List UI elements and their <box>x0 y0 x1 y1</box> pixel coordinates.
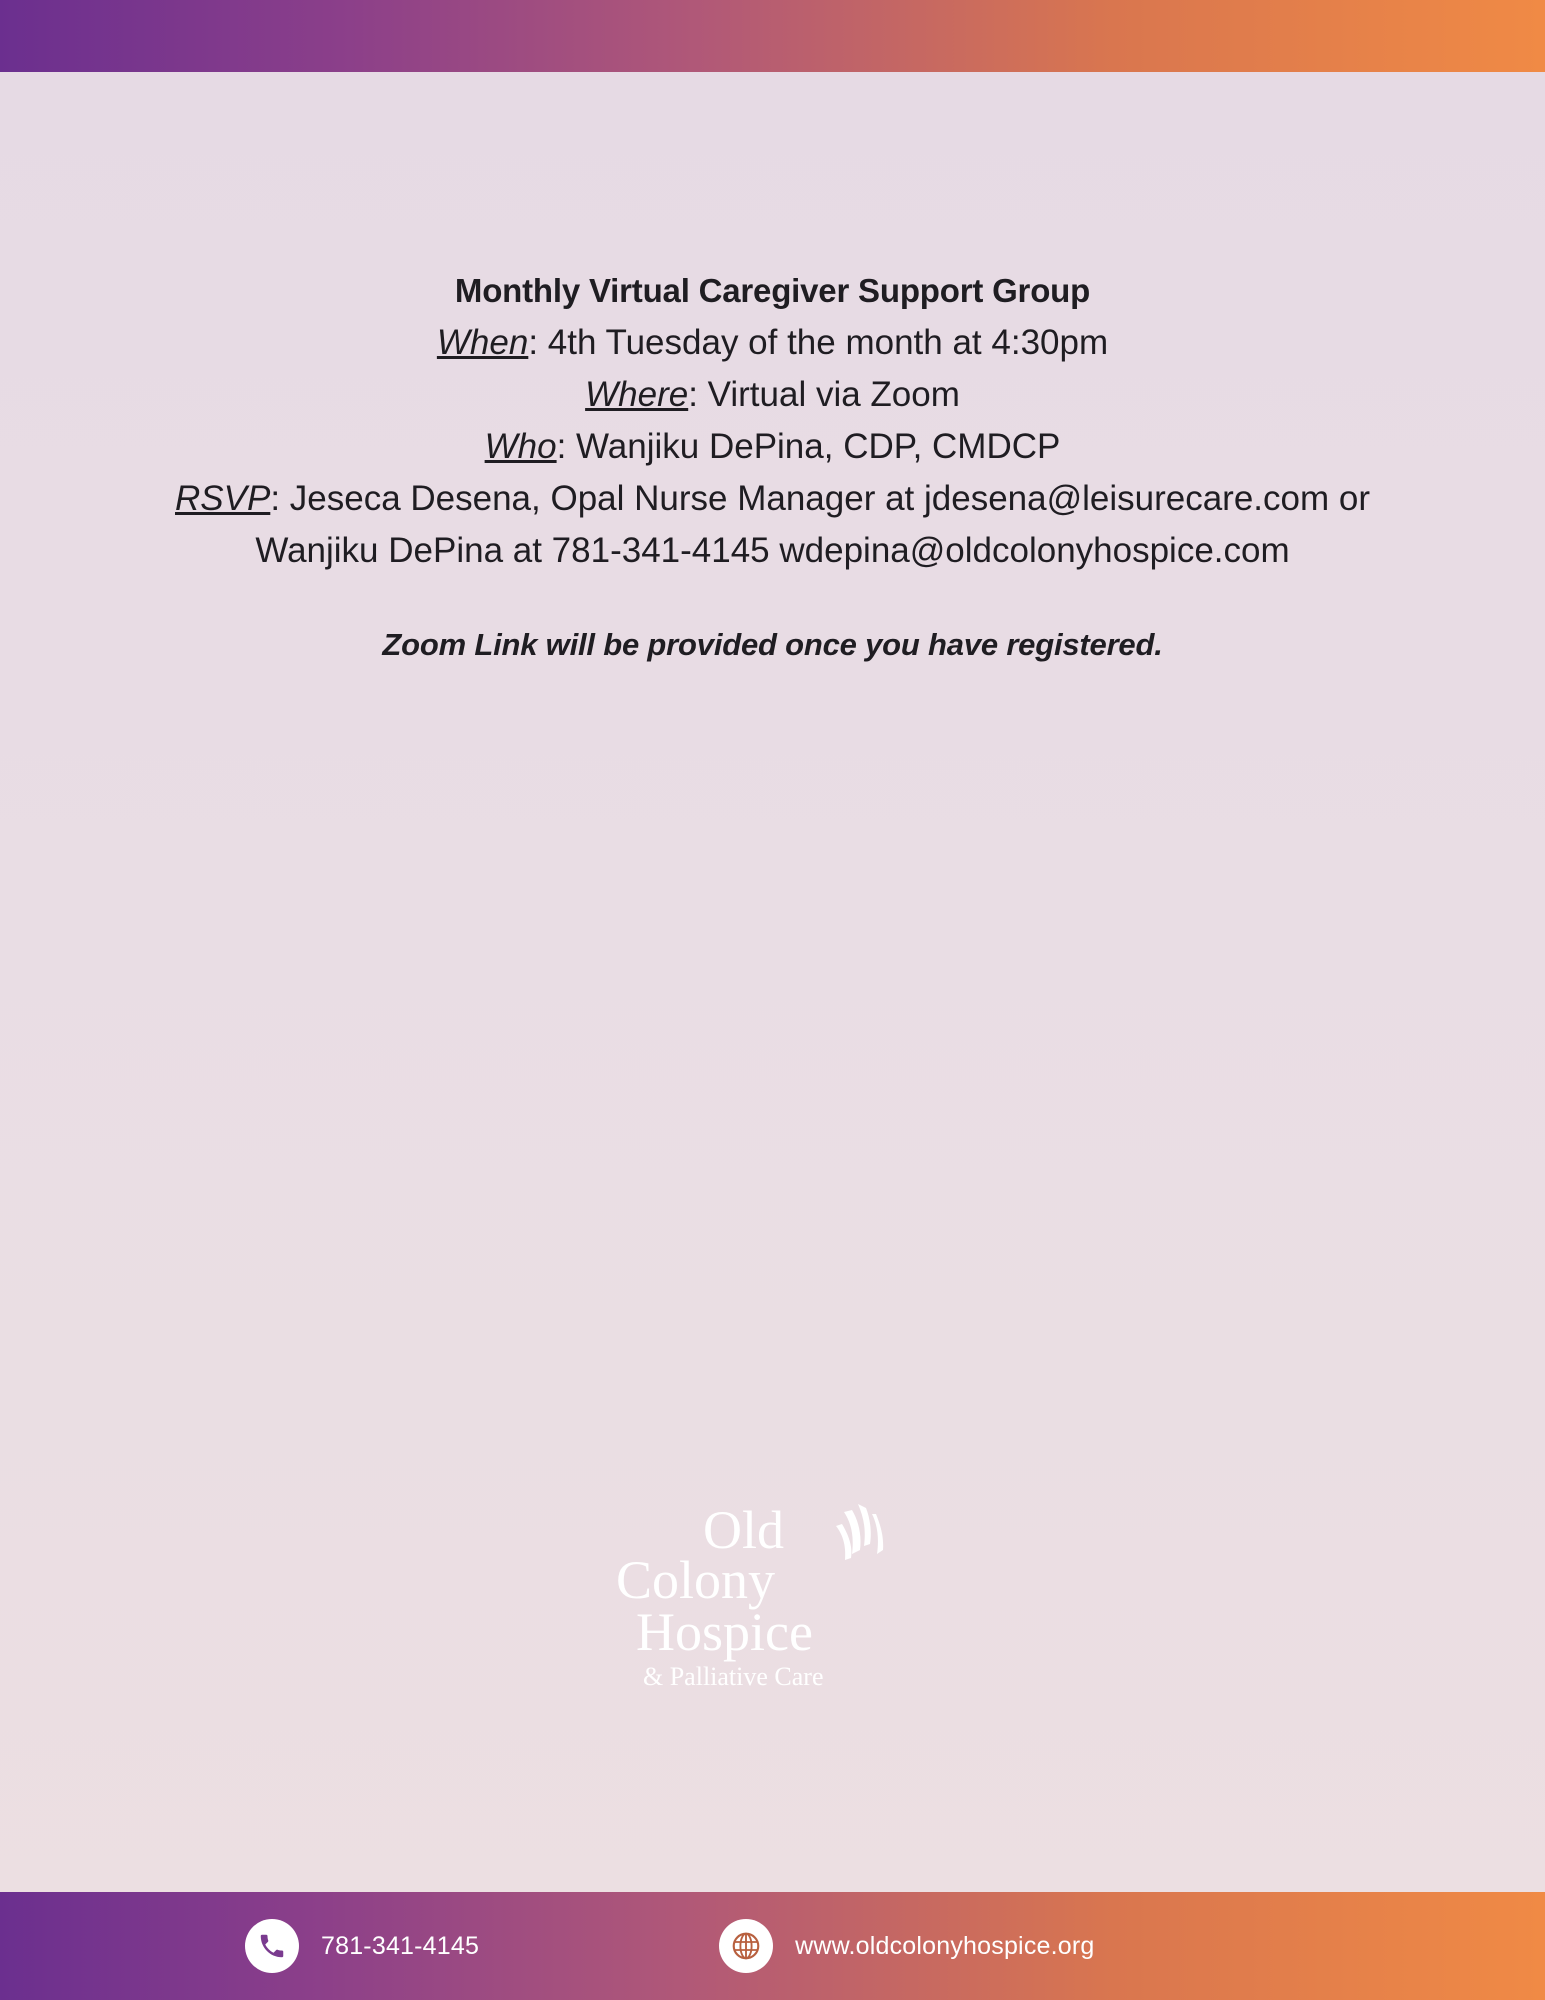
detail-value-rsvp: : Jeseca Desena, Opal Nurse Manager at jdesena@leisurecare.com or <box>270 479 1370 518</box>
detail-value-when: : 4th Tuesday of the month at 4:30pm <box>528 323 1109 362</box>
page-title: Monthly Virtual Caregiver Support Group <box>454 272 1091 309</box>
detail-label-when: When <box>436 323 529 362</box>
footer-website[interactable] <box>719 1919 1094 1973</box>
detail-label-where: Where <box>585 375 689 414</box>
zoom-link-note: Zoom Link will be provided once you have registered. <box>382 627 1163 662</box>
footer-bar <box>0 1892 1545 2000</box>
content-spacer <box>0 577 1545 627</box>
detail-line-where <box>0 369 1545 421</box>
footer-phone-number: 781-341-4145 <box>321 1931 480 1960</box>
logo-text-old: Old <box>702 1500 784 1560</box>
flyer-content <box>0 265 1545 663</box>
organization-logo <box>0 1500 1545 1705</box>
flame-icon <box>836 1504 883 1560</box>
detail-line-who <box>0 421 1545 473</box>
detail-label-rsvp: RSVP <box>175 479 271 518</box>
globe-icon <box>719 1919 773 1973</box>
logo-artwork <box>608 1500 938 1705</box>
logo-text-hospice: Hospice <box>635 1602 813 1662</box>
logo-text-colony: Colony <box>615 1550 775 1610</box>
footer-phone[interactable] <box>245 1919 479 1973</box>
logo-text-tagline: & Palliative Care <box>642 1662 824 1691</box>
footer-website-url: www.oldcolonyhospice.org <box>795 1931 1095 1960</box>
detail-line-when <box>0 317 1545 369</box>
detail-value-who: : Wanjiku DePina, CDP, CMDCP <box>556 427 1061 466</box>
detail-line-rsvp-continued: Wanjiku DePina at 781-341-4145 wdepina@oldcolonyhospice.com <box>255 531 1290 570</box>
top-gradient-bar <box>0 0 1545 72</box>
phone-icon <box>245 1919 299 1973</box>
detail-label-who: Who <box>484 427 557 466</box>
detail-value-where: : Virtual via Zoom <box>688 375 960 414</box>
detail-line-rsvp <box>0 473 1545 525</box>
